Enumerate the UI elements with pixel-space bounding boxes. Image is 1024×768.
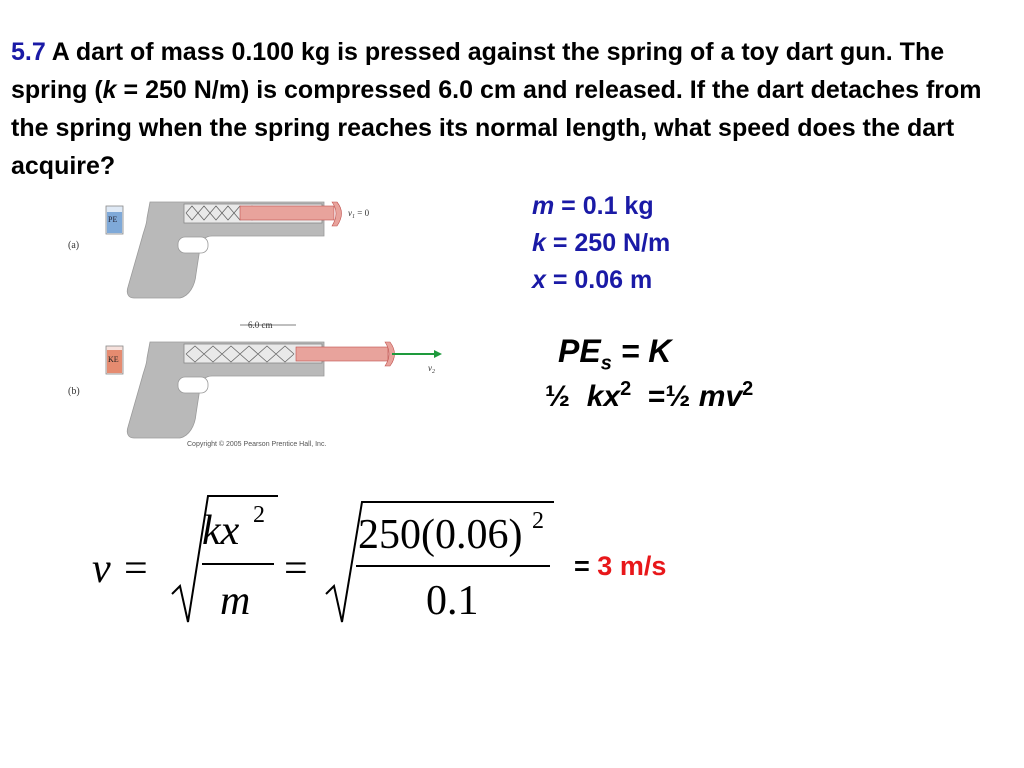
panel-a: [68, 202, 370, 298]
formula-equals-1: =: [124, 546, 148, 592]
half-1: ½: [545, 380, 571, 413]
formula-numerator-2: 250(0.06): [358, 512, 523, 558]
problem-number: 5.7: [11, 38, 46, 66]
pe-subscript: s: [600, 352, 612, 375]
given-spring-constant: [532, 225, 670, 262]
half-2: ½: [665, 380, 691, 413]
kx-exponent: 2: [620, 378, 632, 400]
given-mass: [532, 188, 670, 225]
mv-text: mv: [698, 380, 743, 413]
dart-b: [296, 347, 388, 361]
given-compression: [532, 262, 670, 299]
given-mass-symbol: m: [532, 192, 555, 220]
figure-copyright: Copyright © 2005 Pearson Prentice Hall, Inc.: [187, 441, 327, 448]
formula-exponent-1: 2: [253, 502, 265, 528]
given-k-symbol: k: [532, 229, 546, 257]
formula-numerator-1: kx: [202, 508, 240, 554]
energy-equation-line2: [545, 378, 753, 414]
given-x-symbol: x: [532, 266, 546, 294]
trigger-guard-a: [178, 237, 208, 253]
velocity-arrowhead-icon: [434, 350, 442, 358]
dart-a: [240, 206, 334, 220]
panel-b: [68, 320, 442, 438]
mv-exponent: 2: [742, 378, 754, 400]
formula-denominator-2: 0.1: [426, 578, 479, 624]
problem-statement: [11, 33, 1011, 185]
kinetic-energy-text: = K: [611, 333, 672, 369]
given-mass-value: = 0.1 kg: [554, 192, 654, 220]
answer: [574, 551, 666, 582]
answer-equals: =: [574, 551, 590, 581]
given-k-value: = 250 N/m: [545, 229, 671, 257]
formula-exponent-2: 2: [532, 508, 544, 534]
k-symbol: k: [102, 76, 117, 104]
formula-v: v: [92, 546, 111, 592]
ke-label: KE: [108, 355, 119, 364]
energy-equation-line1: [558, 333, 671, 375]
formula-equals-2: =: [284, 546, 308, 592]
label-b: (b): [68, 386, 80, 397]
velocity-formula: [88, 482, 558, 632]
problem-text-part2: = 250 N/m) is compressed 6.0 cm and released. If the dart detaches from the spring when the spring reaches its normal length, what speed does the dart acquire?: [11, 76, 982, 180]
v2-label: $v_2$: [428, 363, 435, 375]
dart-gun-figure: [62, 190, 462, 455]
given-x-value: = 0.06 m: [545, 266, 653, 294]
problem-text-part1: A dart of mass 0.100 kg is pressed against the spring of a toy dart gun. The spring (: [11, 38, 945, 104]
given-values: [532, 188, 670, 299]
trigger-guard-b: [178, 377, 208, 393]
kx-text: kx: [586, 380, 621, 413]
equals-sign: =: [647, 380, 666, 413]
pe-text: PE: [558, 333, 601, 369]
formula-denominator-1: m: [220, 578, 251, 624]
answer-value: 3 m/s: [597, 551, 667, 581]
pe-label: PE: [108, 215, 118, 224]
v1-label: $v_1 = 0$: [348, 208, 370, 220]
label-a: (a): [68, 240, 80, 251]
compression-label: 6.0 cm: [248, 320, 273, 330]
